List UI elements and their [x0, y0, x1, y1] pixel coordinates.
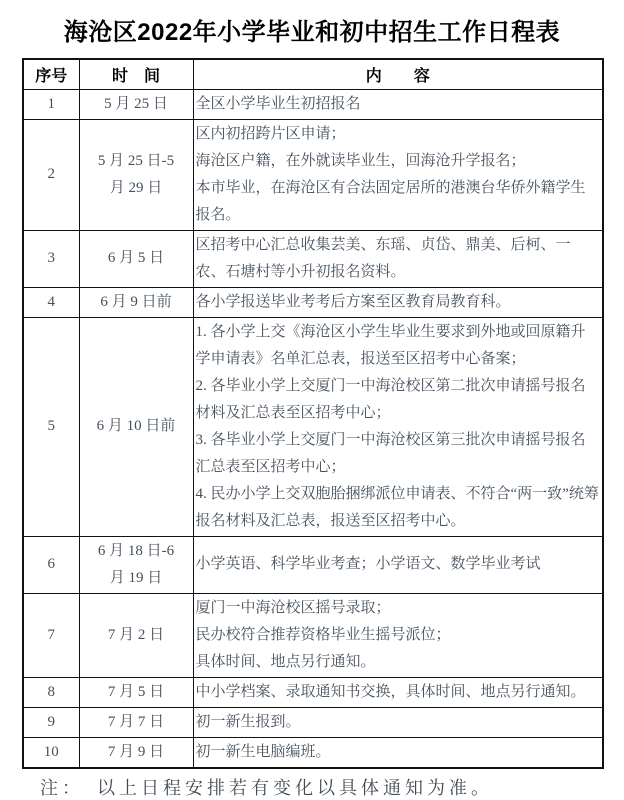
cell-index: 2 [23, 119, 79, 230]
cell-content [193, 677, 603, 707]
cell-content [193, 593, 603, 677]
cell-index: 4 [23, 287, 79, 317]
cell-content [193, 317, 603, 536]
cell-content [193, 89, 603, 119]
content-line: 厦门一中海沧校区摇号录取； [195, 599, 391, 616]
cell-time [79, 119, 193, 230]
content-line: 1. 各小学上交《海沧区小学生毕业生要求到外地或回原籍升学申请表》名单汇总表，报送至区招考中心备案； [195, 323, 586, 367]
content-line: 具体时间、地点另行通知。 [195, 653, 376, 670]
cell-content [193, 119, 603, 230]
cell-index: 7 [23, 593, 79, 677]
cell-index: 5 [23, 317, 79, 536]
table-row [23, 230, 603, 287]
table-body [23, 89, 603, 768]
table-row [23, 89, 603, 119]
table-row [23, 317, 603, 536]
content-line: 中小学档案、录取通知书交换，具体时间、地点另行通知。 [195, 683, 586, 700]
content-line: 初一新生报到。 [195, 713, 301, 730]
page-title: 海沧区2022年小学毕业和初中招生工作日程表 [63, 19, 561, 46]
table-row [23, 677, 603, 707]
cell-index: 6 [23, 536, 79, 593]
table-row [23, 119, 603, 230]
cell-time [79, 89, 193, 119]
time-line: 5 月 25 日-5 [97, 152, 175, 169]
cell-content [193, 230, 603, 287]
content-line: 各小学报送毕业考考后方案至区教育局教育科。 [195, 293, 511, 310]
cell-index: 3 [23, 230, 79, 287]
table-row [23, 737, 603, 768]
header-index: 序号 [23, 59, 79, 89]
time-line: 7 月 5 日 [107, 683, 165, 700]
cell-time [79, 536, 193, 593]
footnote: 注： 以上日程安排若有变化以具体通知为准。 [40, 777, 493, 798]
content-line: 海沧区户籍，在外就读毕业生，回海沧升学报名； [195, 152, 526, 169]
cell-time [79, 317, 193, 536]
cell-time [79, 230, 193, 287]
table-row [23, 536, 603, 593]
cell-content [193, 287, 603, 317]
content-line: 区招考中心汇总收集芸美、东瑶、贞岱、鼎美、后柯、一农、石塘村等小升初报名资料。 [195, 236, 571, 280]
content-line: 本市毕业，在海沧区有合法固定居所的港澳台华侨外籍学生报名。 [195, 179, 586, 223]
content-line: 初一新生电脑编班。 [195, 743, 331, 760]
time-line: 月 19 日 [109, 569, 163, 586]
cell-time [79, 287, 193, 317]
time-line: 月 29 日 [109, 179, 163, 196]
header-content: 内 容 [193, 59, 603, 89]
cell-content [193, 536, 603, 593]
cell-index: 10 [23, 737, 79, 768]
header-time: 时 间 [79, 59, 193, 89]
time-line: 6 月 18 日-6 [97, 542, 175, 559]
time-line: 7 月 2 日 [107, 626, 165, 643]
time-line: 6 月 5 日 [107, 250, 165, 266]
cell-index: 1 [23, 89, 79, 119]
cell-time [79, 707, 193, 737]
table-header-row [23, 59, 603, 89]
time-line: 6 月 10 日前 [96, 418, 176, 434]
cell-time [79, 593, 193, 677]
time-line: 7 月 7 日 [107, 713, 165, 730]
table-row [23, 593, 603, 677]
time-line: 7 月 9 日 [107, 743, 165, 760]
content-line: 小学英语、科学毕业考查；小学语文、数学毕业考试 [195, 556, 541, 572]
cell-index: 9 [23, 707, 79, 737]
table-row [23, 707, 603, 737]
cell-content [193, 737, 603, 768]
content-line: 4. 民办小学上交双胞胎捆绑派位申请表、不符合“两一致”统筹报名材料及汇总表，报送至区招考中心。 [195, 485, 599, 529]
content-line: 全区小学毕业生初招报名 [195, 95, 361, 112]
cell-time [79, 677, 193, 707]
time-line: 6 月 9 日前 [100, 293, 172, 310]
cell-time [79, 737, 193, 768]
cell-content [193, 707, 603, 737]
cell-index: 8 [23, 677, 79, 707]
table-row [23, 287, 603, 317]
content-line: 区内初招跨片区申请； [195, 125, 346, 142]
content-line: 民办校符合推荐资格毕业生摇号派位； [195, 626, 451, 643]
schedule-table [22, 58, 604, 769]
content-line: 2. 各毕业小学上交厦门一中海沧校区第二批次申请摇号报名材料及汇总表至区招考中心； [195, 377, 586, 421]
time-line: 5 月 25 日 [104, 95, 168, 112]
content-line: 3. 各毕业小学上交厦门一中海沧校区第三批次申请摇号报名汇总表至区招考中心； [195, 431, 586, 475]
